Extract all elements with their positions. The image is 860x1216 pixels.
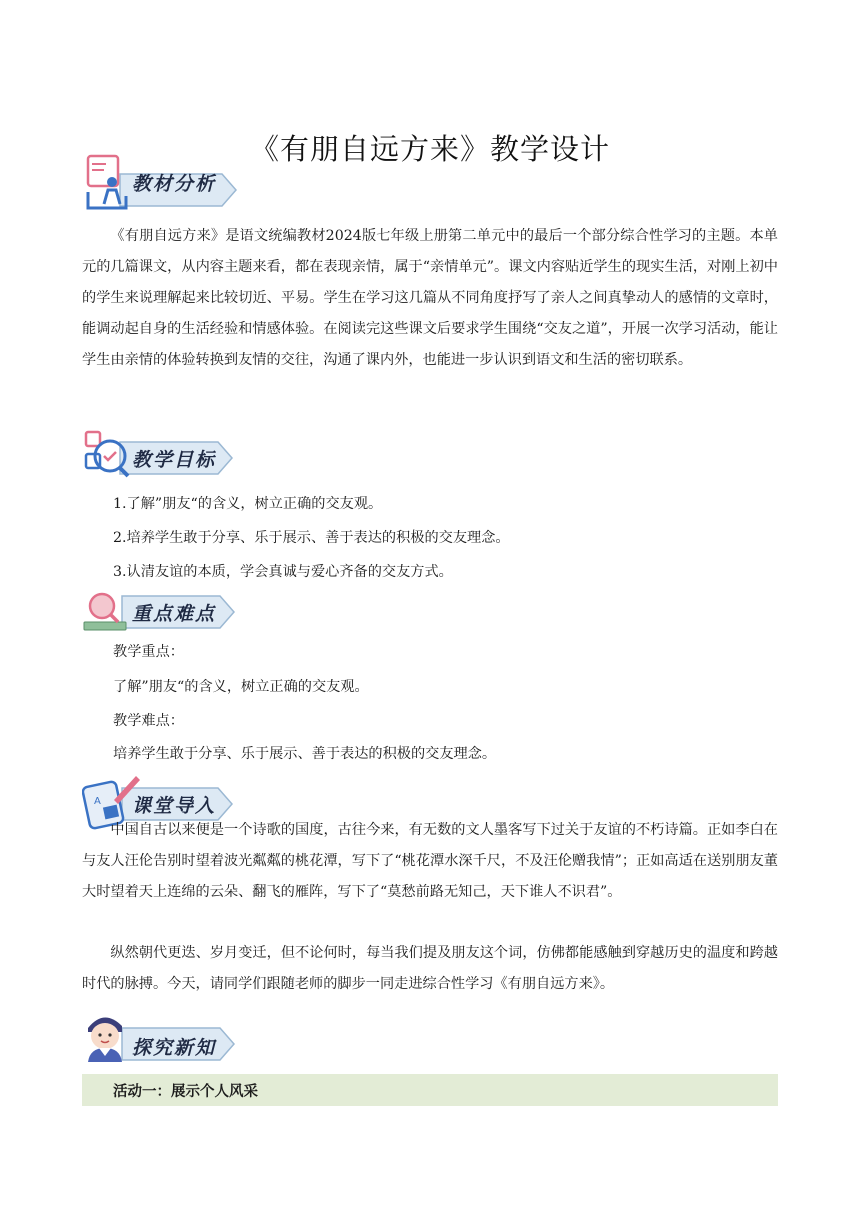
section-label-analysis: 教材分析 — [132, 172, 217, 195]
goal-item-1: 1.了解”朋友“的含义，树立正确的交友观。 — [113, 496, 383, 512]
goal-item-2: 2.培养学生敢于分享、乐于展示、善于表达的积极的交友理念。 — [113, 530, 510, 546]
analysis-paragraph: 《有朋自远方来》是语文统编教材2024版七年级上册第二单元中的最后一个部分综合性学习的主题。本单元的几篇课文，从内容主题来看，都在表现亲情，属于“亲情单元”。课文内容贴近学生的现实生活，对刚上初中的学生来说理解起来比较切近、平易。学生在学习这几篇从不同角度抒写了亲人之间真挚动人的感情的文章时，能调动起自身的生活经验和情感体验。在阅读完这些课文后要求学生围绕“交友之道”，开展一次学习活动，能让学生由亲情的体验转换到友情的交往，沟通了课内外，也能进一步认识到语文和生活的密切联系。 — [82, 228, 778, 368]
section-label-explore: 探究新知 — [132, 1036, 217, 1059]
section-label-intro: 课堂导入 — [132, 794, 217, 817]
activity-title: 活动一：展示个人风采 — [113, 1084, 258, 1100]
intro-paragraph-1: 中国自古以来便是一个诗歌的国度，古往今来，有无数的文人墨客写下过关于友谊的不朽诗篇。正如李白在与友人汪伦告别时望着波光粼粼的桃花潭，写下了“桃花潭水深千尺，不及汪伦赠我情”；正如高适在送别朋友董大时望着天上连绵的云朵、翻飞的雁阵，写下了“莫愁前路无知己，天下谁人不识君”。 — [82, 822, 778, 900]
page-title: 《有朋自远方来》教学设计 — [249, 132, 610, 167]
section-header-analysis — [82, 152, 242, 212]
svg-text:A: A — [94, 796, 101, 807]
section-label-keypoints: 重点难点 — [132, 602, 217, 625]
focus-title: 教学重点： — [113, 644, 184, 660]
goal-item-3: 3.认清友谊的本质，学会真诚与爱心齐备的交友方式。 — [113, 564, 453, 580]
focus-text: 了解”朋友“的含义，树立正确的交友观。 — [113, 679, 369, 695]
activity-bar — [82, 1074, 778, 1106]
section-label-goals: 教学目标 — [132, 448, 217, 471]
section-header-goals — [82, 428, 242, 488]
section-header-keypoints — [82, 590, 242, 650]
difficulty-text: 培养学生敢于分享、乐于展示、善于表达的积极的交友理念。 — [113, 746, 497, 762]
section-header-explore — [82, 1008, 242, 1068]
difficulty-title: 教学难点： — [113, 713, 184, 729]
intro-paragraph-2: 纵然朝代更迭、岁月变迁，但不论何时，每当我们提及朋友这个词，仿佛都能感触到穿越历史的温度和跨越时代的脉搏。今天，请同学们跟随老师的脚步一同走进综合性学习《有朋自远方来》。 — [82, 945, 778, 992]
